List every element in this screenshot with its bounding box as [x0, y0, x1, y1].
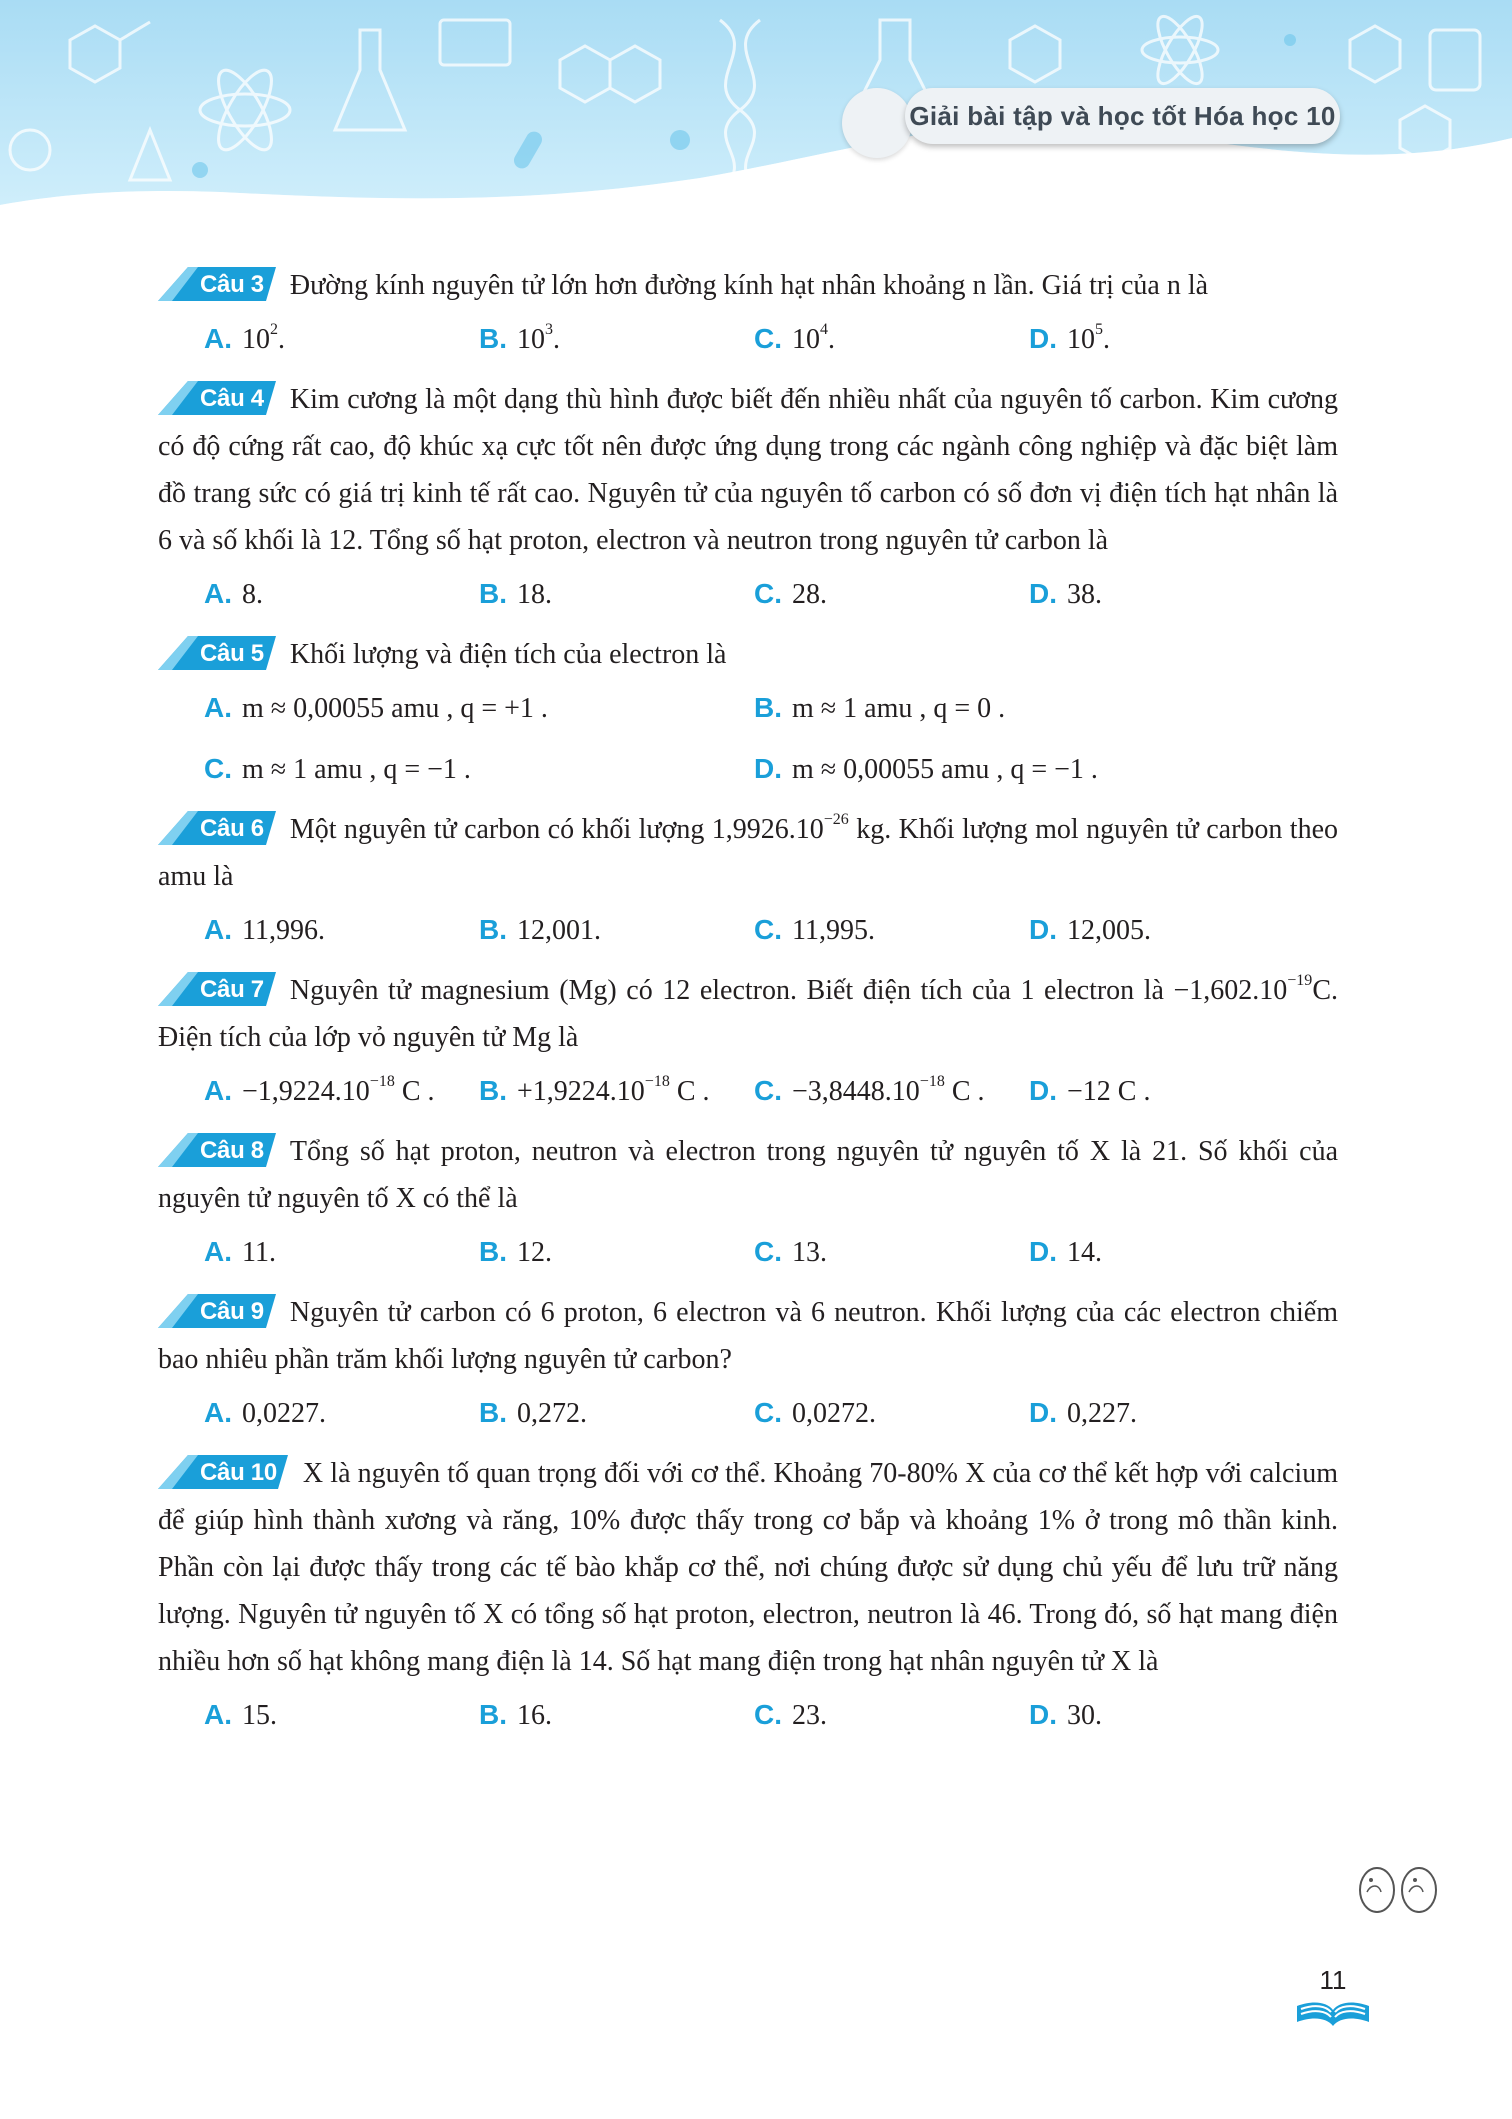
- option-d[interactable]: D. −12 C .: [1029, 1075, 1151, 1107]
- page-number: 11: [1319, 1965, 1347, 1995]
- question-stem: Nguyên tử carbon có 6 proton, 6 electron và 6 neutron. Khối lượng của các electron chiếm bao nhiêu phần trăm khối lượng nguyên tử carbon?: [158, 1297, 1338, 1375]
- option-a[interactable]: A. 11,996.: [204, 914, 325, 946]
- option-d[interactable]: D. 38.: [1029, 578, 1102, 610]
- question-9: [158, 1289, 1338, 1444]
- option-a[interactable]: A. 8.: [204, 578, 263, 610]
- question-badge: Câu 9: [158, 1294, 278, 1328]
- header-banner: [0, 0, 1512, 230]
- open-book-icon: [1293, 1998, 1373, 2030]
- book-title: Giải bài tập và học tốt Hóa học 10: [905, 88, 1340, 144]
- answer-options: [158, 900, 1338, 961]
- option-b[interactable]: B. 16.: [479, 1699, 552, 1731]
- answer-options: [158, 678, 1338, 800]
- question-stem: Khối lượng và điện tích của electron là: [289, 639, 727, 670]
- question-badge: Câu 5: [158, 636, 278, 670]
- question-badge: Câu 8: [158, 1133, 278, 1167]
- answer-options: [158, 309, 1338, 370]
- option-a[interactable]: A. $10^2$.: [204, 321, 285, 355]
- option-c[interactable]: C. m ≈ 1 amu , q = −1 .: [204, 753, 471, 785]
- question-stem: Kim cương là một dạng thù hình được biết đến nhiều nhất của nguyên tố carbon. Kim cương có độ cứng rất cao, độ khúc xạ cực tốt nên được ứng dụng trong các ngành công nghiệp và đặc biệt làm đồ trang sức có giá trị kinh tế rất cao. Nguyên tử của nguyên tố carbon có số đơn vị điện tích hạt nhân là 6 và số khối là 12. Tổng số hạt proton, electron và neutron trong nguyên tử carbon là: [158, 384, 1338, 556]
- option-b[interactable]: B. 0,272.: [479, 1397, 587, 1429]
- option-a[interactable]: A. 11.: [204, 1236, 276, 1268]
- option-d[interactable]: D. 30.: [1029, 1699, 1102, 1731]
- answer-options: [158, 1061, 1338, 1122]
- option-c[interactable]: C. 23.: [754, 1699, 827, 1731]
- question-7: [158, 967, 1338, 1122]
- option-c[interactable]: C. 0,0272.: [754, 1397, 876, 1429]
- question-5: [158, 631, 1338, 800]
- title-dot-decoration: [842, 88, 912, 158]
- question-stem: Tổng số hạt proton, neutron và electron trong nguyên tử nguyên tố X là 21. Số khối của nguyên tử nguyên tố X có thể là: [158, 1136, 1338, 1214]
- question-badge: Câu 7: [158, 972, 278, 1006]
- question-list: [158, 262, 1338, 1752]
- option-c[interactable]: C. 13.: [754, 1236, 827, 1268]
- question-badge: Câu 6: [158, 811, 278, 845]
- question-4: [158, 376, 1338, 625]
- answer-options: [158, 1222, 1338, 1283]
- question-6: [158, 806, 1338, 961]
- egg-doodle-icon: [1355, 1862, 1445, 1917]
- question-8: [158, 1128, 1338, 1283]
- answer-options: [158, 1383, 1338, 1444]
- question-stem: X là nguyên tố quan trọng đối với cơ thể. Khoảng 70-80% X của cơ thể kết hợp với calcium để giúp hình thành xương và răng, 10% được thấy trong cơ bắp và khoảng 1% ở trong mô thần kinh. Phần còn lại được thấy trong các tế bào khắp cơ thể, nơi chúng được sử dụng chủ yếu để lưu trữ năng lượng. Nguyên tử nguyên tố X có tổng số hạt proton, electron, neutron là 46. Trong đó, số hạt mang điện nhiều hơn số hạt không mang điện là 14. Số hạt mang điện trong hạt nhân nguyên tử X là: [158, 1458, 1338, 1677]
- option-b[interactable]: B. $10^3$.: [479, 321, 560, 355]
- option-a[interactable]: A. 0,0227.: [204, 1397, 326, 1429]
- question-badge: Câu 4: [158, 381, 278, 415]
- option-c[interactable]: C. $10^4$.: [754, 321, 835, 355]
- option-b[interactable]: B. $+1,9224.10^{-18}$ C .: [479, 1073, 710, 1107]
- option-d[interactable]: D. 14.: [1029, 1236, 1102, 1268]
- question-10: [158, 1450, 1338, 1746]
- question-stem: Nguyên tử magnesium (Mg) có 12 electron. Biết điện tích của 1 electron là $-1,602.10^{-19}C$. Điện tích của lớp vỏ nguyên tử Mg là: [158, 972, 1338, 1053]
- option-d[interactable]: D. m ≈ 0,00055 amu , q = −1 .: [754, 753, 1098, 785]
- option-a[interactable]: A. $-1,9224.10^{-18}$ C .: [204, 1073, 435, 1107]
- option-c[interactable]: C. 11,995.: [754, 914, 875, 946]
- option-d[interactable]: D. 12,005.: [1029, 914, 1151, 946]
- option-c[interactable]: C. 28.: [754, 578, 827, 610]
- question-badge: Câu 3: [158, 267, 278, 301]
- option-d[interactable]: D. $10^5$.: [1029, 321, 1110, 355]
- answer-options: [158, 1685, 1338, 1746]
- question-stem: Một nguyên tử carbon có khối lượng $1,9926.10^{-26}$ kg. Khối lượng mol nguyên tử carbon theo amu là: [158, 811, 1338, 892]
- option-c[interactable]: C. $-3,8448.10^{-18}$ C .: [754, 1073, 985, 1107]
- answer-options: [158, 564, 1338, 625]
- question-stem: Đường kính nguyên tử lớn hơn đường kính hạt nhân khoảng n lần. Giá trị của n là: [289, 270, 1209, 301]
- option-b[interactable]: B. 18.: [479, 578, 552, 610]
- question-badge: Câu 10: [158, 1455, 291, 1489]
- option-b[interactable]: B. 12.: [479, 1236, 552, 1268]
- question-3: [158, 262, 1338, 370]
- option-a[interactable]: A. m ≈ 0,00055 amu , q = +1 .: [204, 692, 548, 724]
- option-b[interactable]: B. 12,001.: [479, 914, 601, 946]
- option-a[interactable]: A. 15.: [204, 1699, 277, 1731]
- option-b[interactable]: B. m ≈ 1 amu , q = 0 .: [754, 692, 1006, 724]
- option-d[interactable]: D. 0,227.: [1029, 1397, 1137, 1429]
